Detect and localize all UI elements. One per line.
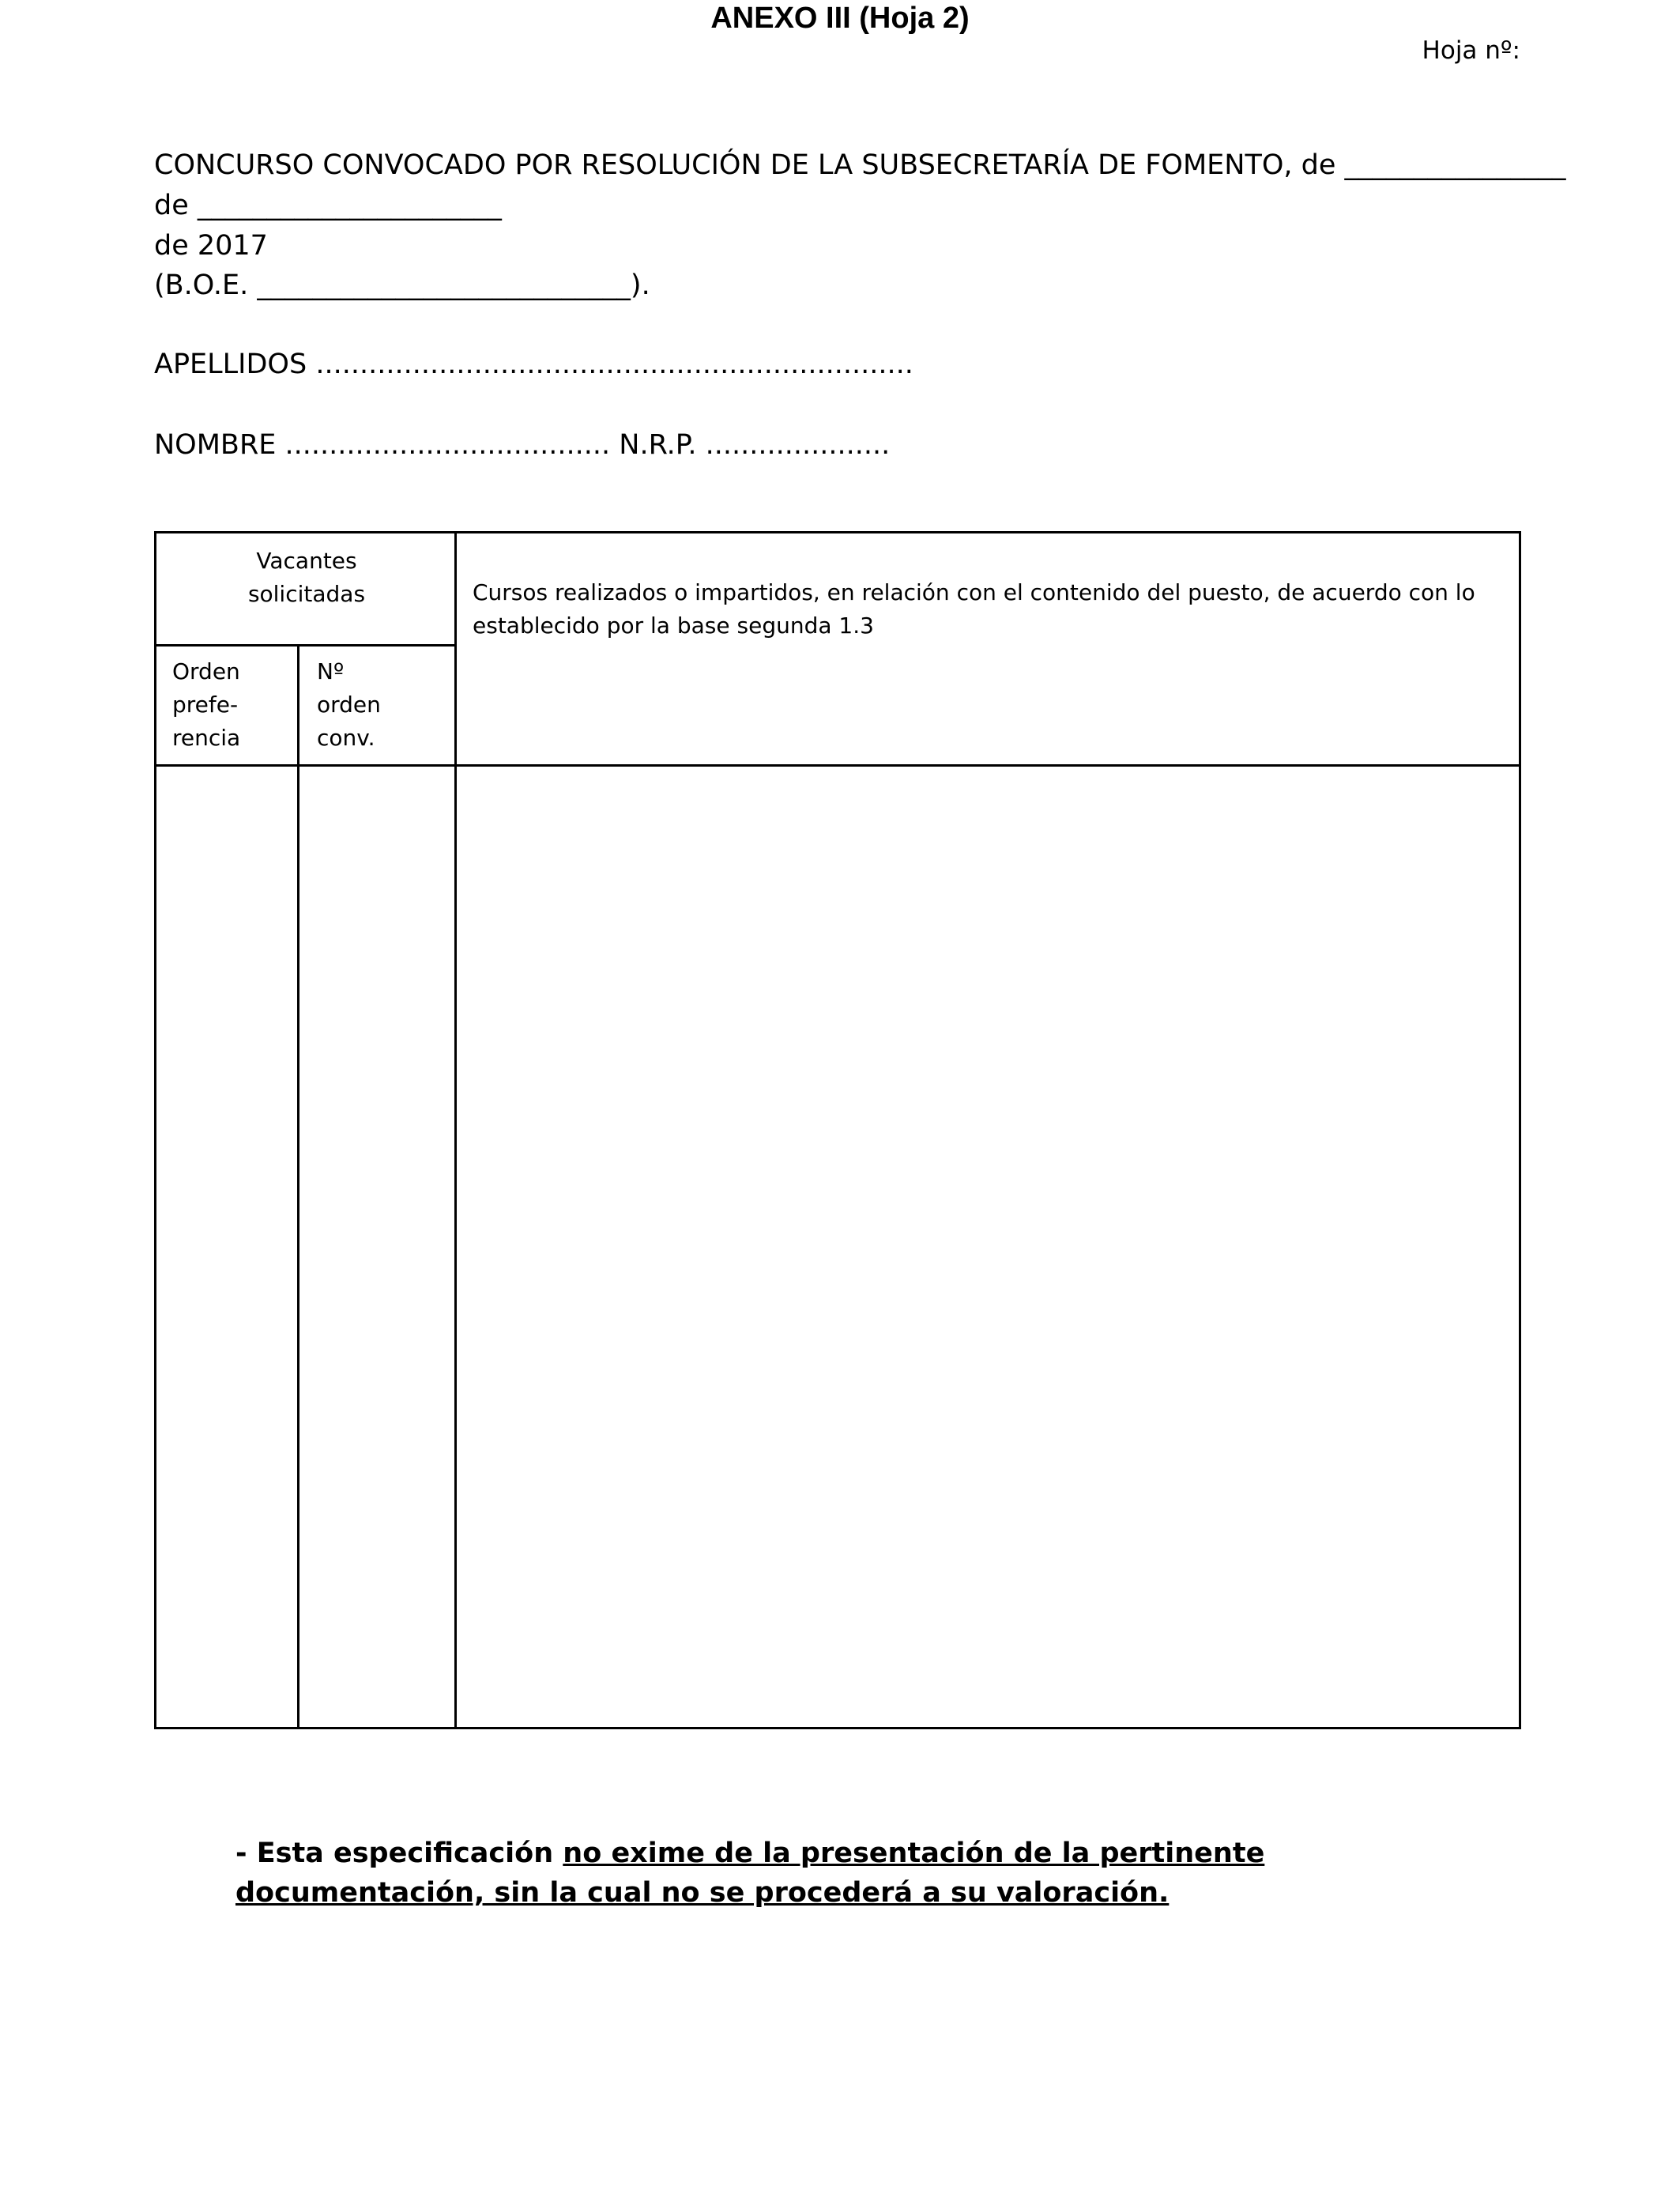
- num-header-line-1: Nº: [317, 658, 345, 684]
- note-prefix: - Esta especificación: [235, 1838, 563, 1869]
- orden-header-line-1: Orden: [172, 658, 240, 684]
- table-divider-vacantes: [156, 644, 457, 647]
- disclaimer-note: [235, 1834, 1522, 1913]
- concurso-line-3: de 2017: [154, 230, 268, 262]
- page-title: ANEXO III (Hoja 2): [710, 2, 970, 35]
- concurso-line-2: de ______________________: [154, 190, 502, 221]
- vacantes-header: [156, 545, 457, 611]
- orden-header-line-2: prefe-: [172, 692, 239, 718]
- num-header-line-2: orden: [317, 692, 381, 718]
- num-header-line-3: conv.: [317, 725, 375, 751]
- orden-header-line-3: rencia: [172, 725, 241, 751]
- table-divider-orden: [297, 644, 299, 1727]
- sheet-number-label: Hoja nº:: [1422, 36, 1520, 65]
- num-orden-conv-header: [317, 655, 381, 755]
- cursos-header-line-1: Cursos realizados o impartidos, en relación con el contenido del puesto, de acuerdo con lo: [473, 579, 1475, 605]
- orden-preferencia-header: [172, 655, 240, 755]
- nombre-nrp-field: NOMBRE ..................................... N.R.P. .....................: [154, 429, 891, 461]
- boe-line: (B.O.E. ___________________________).: [154, 270, 650, 301]
- concurso-line-1: CONCURSO CONVOCADO POR RESOLUCIÓN DE LA SUBSECRETARÍA DE FOMENTO, de ________________: [154, 149, 1566, 181]
- courses-table: [154, 531, 1521, 1729]
- table-divider-main: [454, 533, 457, 1727]
- cursos-header-line-2: establecido por la base segunda 1.3: [473, 613, 874, 639]
- note-underlined: no exime de la presentación de la pertinente documentación, sin la cual no se procederá a su valoración.: [235, 1838, 1265, 1909]
- vacantes-header-line-1: Vacantes: [256, 548, 357, 574]
- apellidos-field: APELLIDOS ....................................................................: [154, 349, 913, 380]
- table-divider-header: [156, 764, 1519, 767]
- cursos-header: [473, 576, 1500, 643]
- vacantes-header-line-2: solicitadas: [247, 581, 366, 607]
